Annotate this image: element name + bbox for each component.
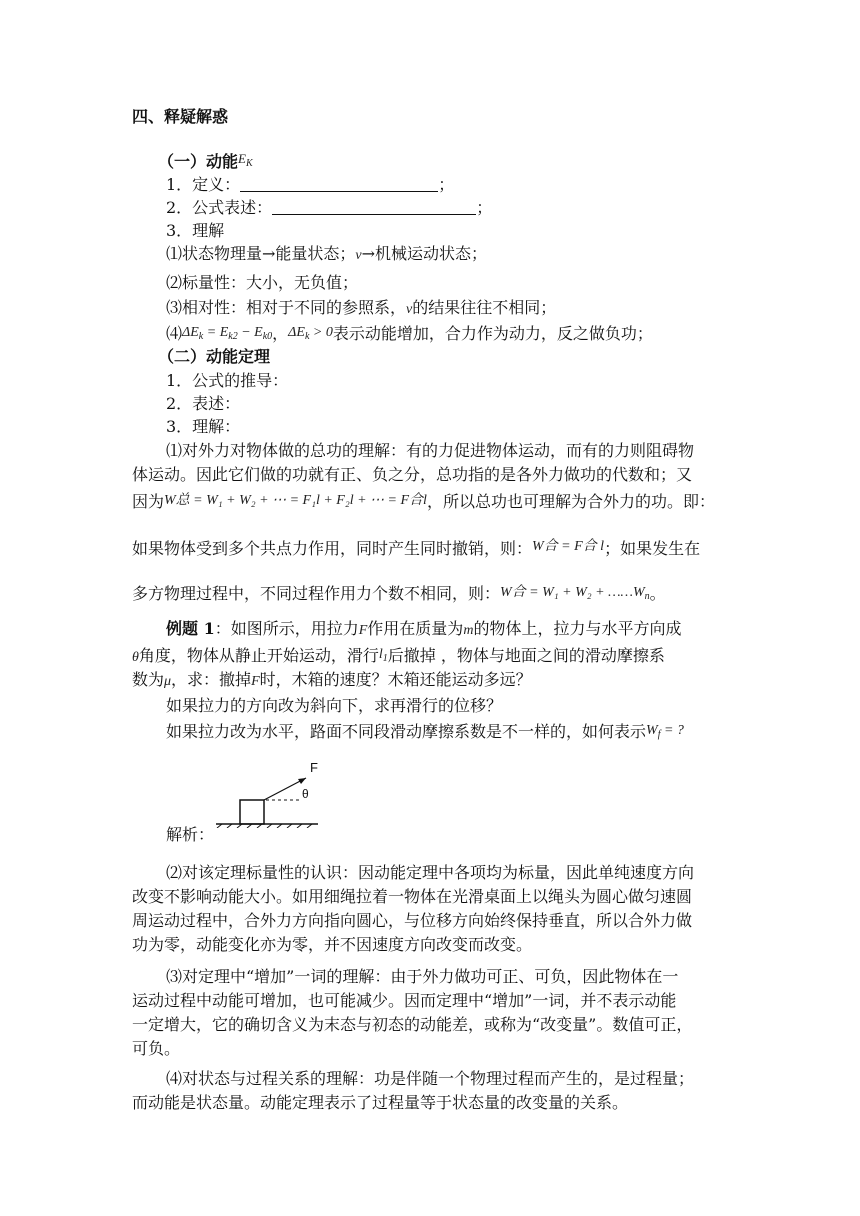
formula-statement-blank[interactable]	[272, 198, 476, 215]
state-process-line1: ⑷对状态与过程关系的理解：功是伴随一个物理过程而产生的，是过程量；	[166, 1069, 695, 1088]
sum-work-formula: W合 = $W_1 + W_2 + \dots\dots W_n$	[500, 585, 650, 602]
theorem-understanding-label: 3．理解：	[166, 417, 241, 436]
increase-understanding-line3: 一定增大，它的确切含义为末态与初态的动能差，或称为“改变量”。数值可正，	[132, 1015, 693, 1034]
total-work-line2: 体运动。因此它们做的功就有正、负之分，总功指的是各外力做功的代数和；又	[132, 465, 693, 484]
formula-statement-label: 2．公式表述：	[166, 198, 273, 217]
delta-ek-point: $⑷\Delta E_k = E_{k2} - E_{k0}$，$\Delta E_k > 0$表示动能增加，合力作为动力，反之做负功；	[166, 324, 653, 343]
example-line1: 例题 1：如图所示，用拉力F作用在质量为m的物体上，拉力与水平方向成	[166, 619, 682, 638]
section-heading: 四、释疑解惑	[132, 107, 229, 126]
example-question2: 如果拉力的方向改为斜向下，求再滑行的位移？	[166, 696, 503, 715]
delta-ek-positive-formula: $\Delta E_k > 0$	[288, 325, 333, 342]
scalar-understanding-line3: 周运动过程中，合外力方向指向圆心，与位移方向始终保持垂直，所以合外力做	[132, 911, 693, 930]
scalar-understanding-line1: ⑵对该定理标量性的认识：因动能定理中各项均为标量，因此单纯速度方向	[166, 863, 695, 882]
example-question3: 如果拉力改为水平，路面不同段滑动摩擦系数是不一样的，如何表示$W_f$ = ?	[166, 722, 684, 741]
angle-label: θ	[302, 787, 309, 801]
increase-understanding-line1: ⑶对定理中“增加”一词的理解：由于外力做功可正、可负，因此物体在一	[166, 967, 679, 986]
total-work-formula: W总 = W₁ + W₂ + ⋯ = F₁l + F₂l + ⋯ = F合l	[164, 493, 427, 508]
increase-understanding-line2: 运动过程中动能可增加，也可能减少。因而定理中“增加”一词，并不表示动能	[132, 991, 677, 1010]
block-force-diagram	[210, 756, 322, 828]
scalar-point: ⑵标量性：大小，无负值；	[166, 273, 359, 292]
block-box	[240, 800, 264, 824]
delta-ek-formula: $\Delta E_k = E_{k2} - E_{k0}$	[182, 325, 273, 342]
scalar-understanding-line4: 功为零，动能变化亦为零，并不因速度方向改变而改变。	[132, 935, 533, 954]
total-work-line4: 如果物体受到多个共点力作用，同时产生同时撤销，则：W合 = F合 l；如果发生在	[132, 539, 701, 558]
force-arrowhead	[298, 778, 306, 784]
theorem-title: （二）动能定理	[158, 347, 271, 366]
net-work-formula: W合 = F合 l	[532, 539, 605, 554]
total-work-line3: 因为W总 = W₁ + W₂ + ⋯ = F₁l + F₂l + ⋯ = F合l，所以总功也可理解为合外力的功。即：	[132, 492, 715, 511]
derivation-label: 1．公式的推导：	[166, 371, 289, 390]
definition-blank[interactable]	[240, 175, 438, 192]
ek-symbol: EK	[238, 151, 253, 169]
statement-label: 2．表述：	[166, 394, 241, 413]
analysis-label: 解析：	[166, 825, 215, 844]
relativity-point: ⑶相对性：相对于不同的参照系，v的结果往往不相同；	[166, 298, 557, 317]
formula-statement-end: ；	[476, 198, 493, 217]
state-process-line2: 而动能是状态量。动能定理表示了过程量等于状态量的改变量的关系。	[132, 1093, 629, 1112]
understanding-label: 3．理解	[166, 221, 225, 240]
force-label: F	[310, 760, 318, 775]
definition-end: ；	[438, 175, 455, 194]
kinetic-energy-title-text: （一）动能	[158, 152, 239, 171]
example-line2: θ角度，物体从静止开始运动，滑行$l_1$后撤掉 ，物体与地面之间的滑动摩擦系	[132, 646, 665, 665]
example-label: 例题 1	[166, 619, 215, 638]
definition-label: 1．定义：	[166, 175, 241, 194]
formula-statement-line	[166, 197, 492, 219]
kinetic-energy-title	[158, 148, 253, 175]
example-line3: 数为μ，求：撤掉F时，木箱的速度？木箱还能运动多远？	[132, 670, 532, 689]
definition-line	[166, 174, 454, 196]
total-work-line5: 多方物理过程中，不同过程作用力个数不相同，则：W合 = $W_1 + W_2 + \dots\dots W_n$。	[132, 584, 666, 603]
state-quantity-point: ⑴状态物理量→能量状态；v→机械运动状态；	[166, 244, 488, 263]
scalar-understanding-line2: 改变不影响动能大小。如用细绳拉着一物体在光滑桌面上以绳头为圆心做匀速圆	[132, 887, 693, 906]
increase-understanding-line4: 可负。	[132, 1039, 181, 1058]
total-work-line1: ⑴对外力对物体做的总功的理解：有的力促进物体运动，而有的力则阻碍物	[166, 441, 695, 460]
